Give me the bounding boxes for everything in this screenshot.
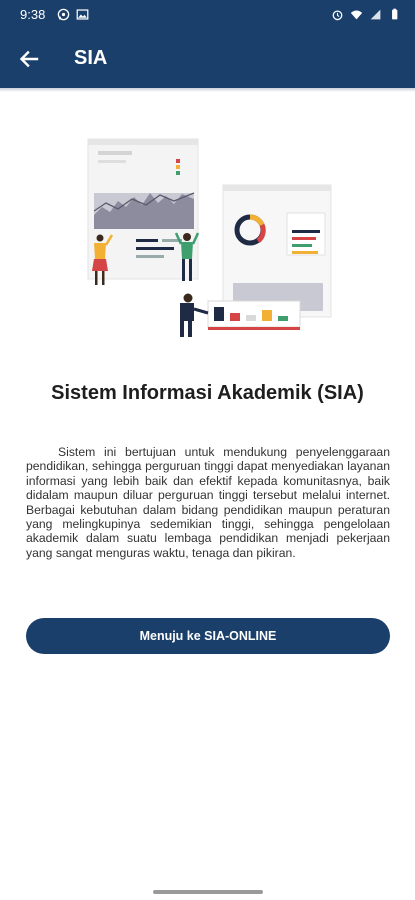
sia-online-button[interactable] (26, 618, 390, 654)
navigation-bar (0, 884, 415, 900)
signal-icon (369, 8, 382, 21)
status-time: 9:38 (20, 7, 46, 22)
whatsapp-icon (57, 8, 70, 21)
arrow-left-icon[interactable] (16, 47, 42, 71)
illustration-image (80, 135, 335, 340)
alarm-icon (331, 8, 344, 21)
page-title: SIA (74, 47, 108, 69)
content-description: Sistem ini bertujuan untuk mendukung penyelenggaraan pendidikan, sehingga perguruan tinggi dapat menyediakan layanan informasi yang lebih baik dan efektif kepada komunitasnya, baik didalam maupun diluar perguruan tinggi tersebut melalui internet. Berbagai kebutuhan dalam bidang pendidikan maupun peraturan yang melingkupinya sedemikian tinggi, sehingga pengelolaan akademik dalam suatu lembaga pendidikan menjadi pekerjaan yang sangat menguras waktu, tenaga dan pikiran. (26, 445, 390, 560)
content-title: Sistem Informasi Akademik (SIA) (51, 382, 364, 404)
image-icon (76, 8, 89, 21)
wifi-icon (350, 8, 363, 21)
battery-icon (388, 8, 401, 21)
app-bar-shadow (0, 88, 415, 92)
status-bar (0, 0, 415, 30)
app-bar (0, 30, 415, 88)
home-gesture-handle[interactable] (153, 890, 263, 894)
sia-online-button-label: Menuju ke SIA-ONLINE (139, 629, 277, 643)
